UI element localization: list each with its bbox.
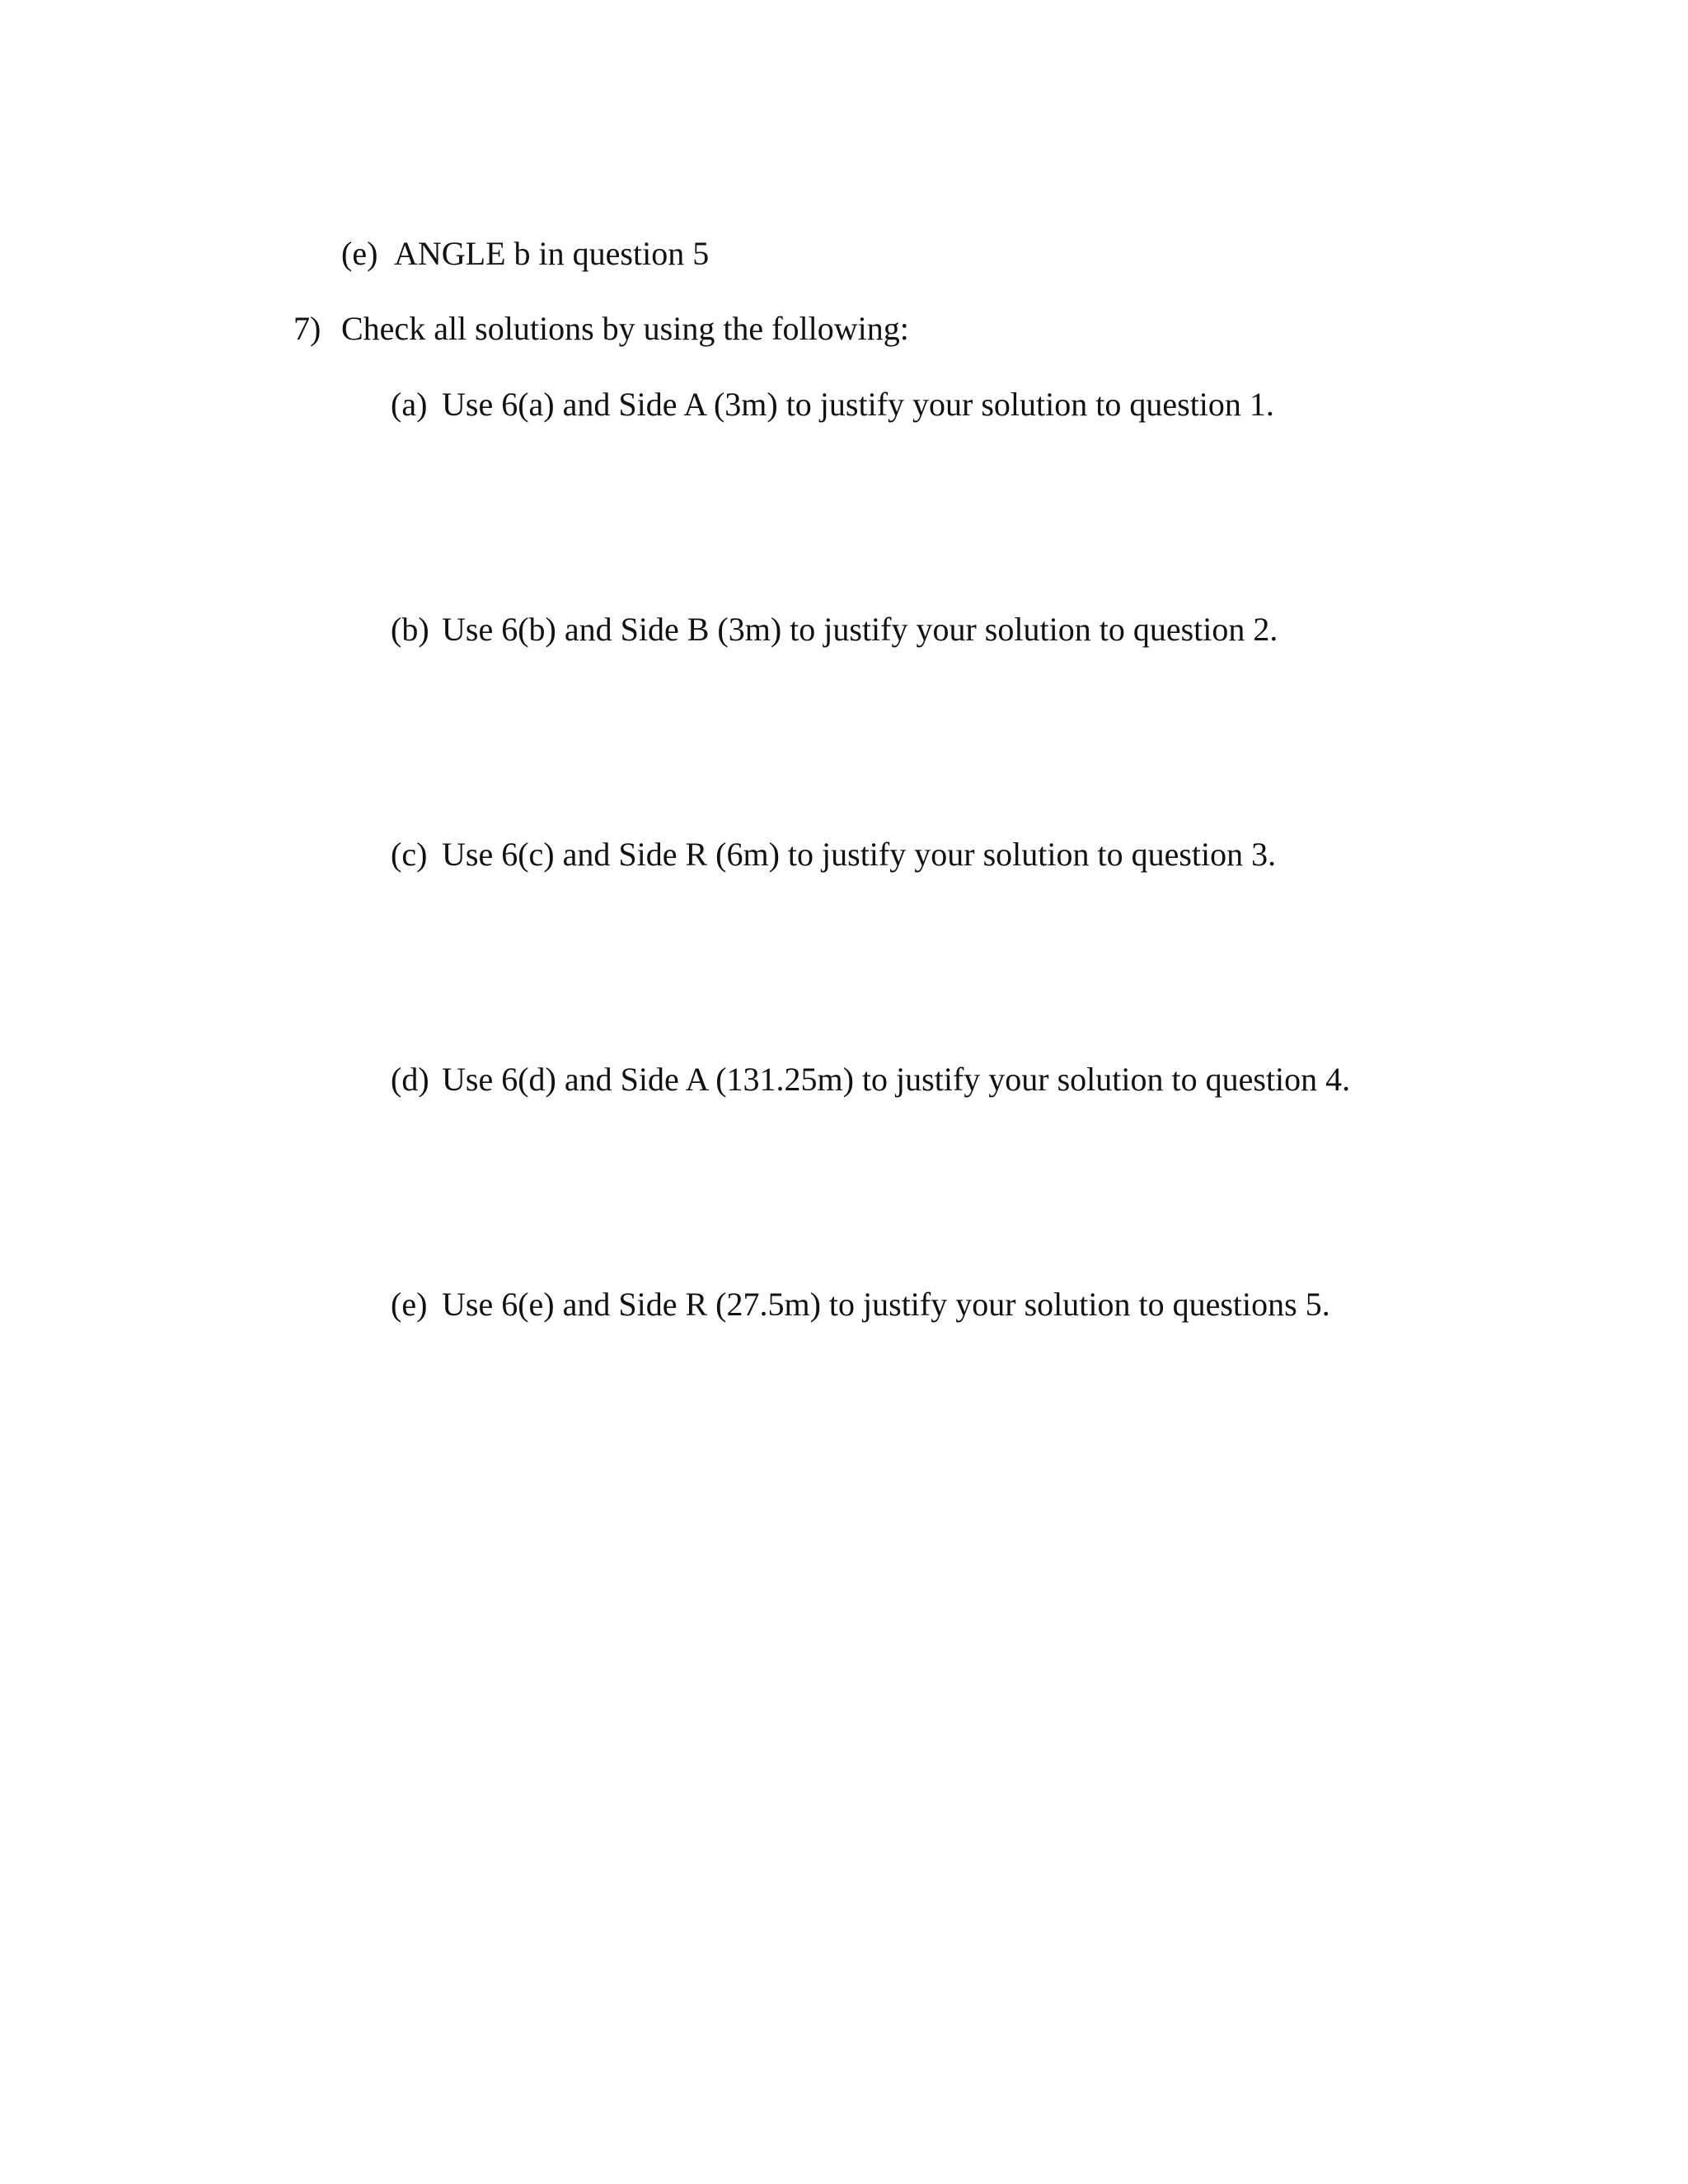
list-marker: (e) bbox=[341, 235, 378, 272]
list-item-text: Use 6(a) and Side A (3m) to justify your solution to question 1. bbox=[442, 386, 1274, 423]
list-item-text: Use 6(b) and Side B (3m) to justify your solution to question 2. bbox=[442, 611, 1278, 648]
list-item-text: Use 6(c) and Side R (6m) to justify your solution to question 3. bbox=[442, 836, 1277, 873]
list-marker: (c) bbox=[391, 836, 428, 873]
list-marker: (b) bbox=[391, 611, 429, 648]
list-item-text: ANGLE b in question 5 bbox=[394, 235, 710, 272]
question-7-item-c bbox=[391, 835, 1276, 874]
question-7-item-e bbox=[391, 1285, 1330, 1324]
list-item-text: Use 6(e) and Side R (27.5m) to justify your solution to questions 5. bbox=[442, 1286, 1330, 1323]
previous-list-item-e bbox=[341, 234, 709, 274]
question-text: Check all solutions by using the following: bbox=[341, 310, 909, 347]
question-7-item-d bbox=[391, 1060, 1350, 1099]
list-marker: (a) bbox=[391, 386, 428, 423]
list-item-text: Use 6(d) and Side A (131.25m) to justify your solution to question 4. bbox=[442, 1061, 1351, 1098]
question-7-item-a bbox=[391, 385, 1274, 424]
list-marker: (d) bbox=[391, 1061, 429, 1098]
question-7 bbox=[293, 309, 909, 349]
question-7-item-b bbox=[391, 610, 1278, 649]
question-number: 7) bbox=[293, 310, 321, 347]
list-marker: (e) bbox=[391, 1286, 428, 1323]
